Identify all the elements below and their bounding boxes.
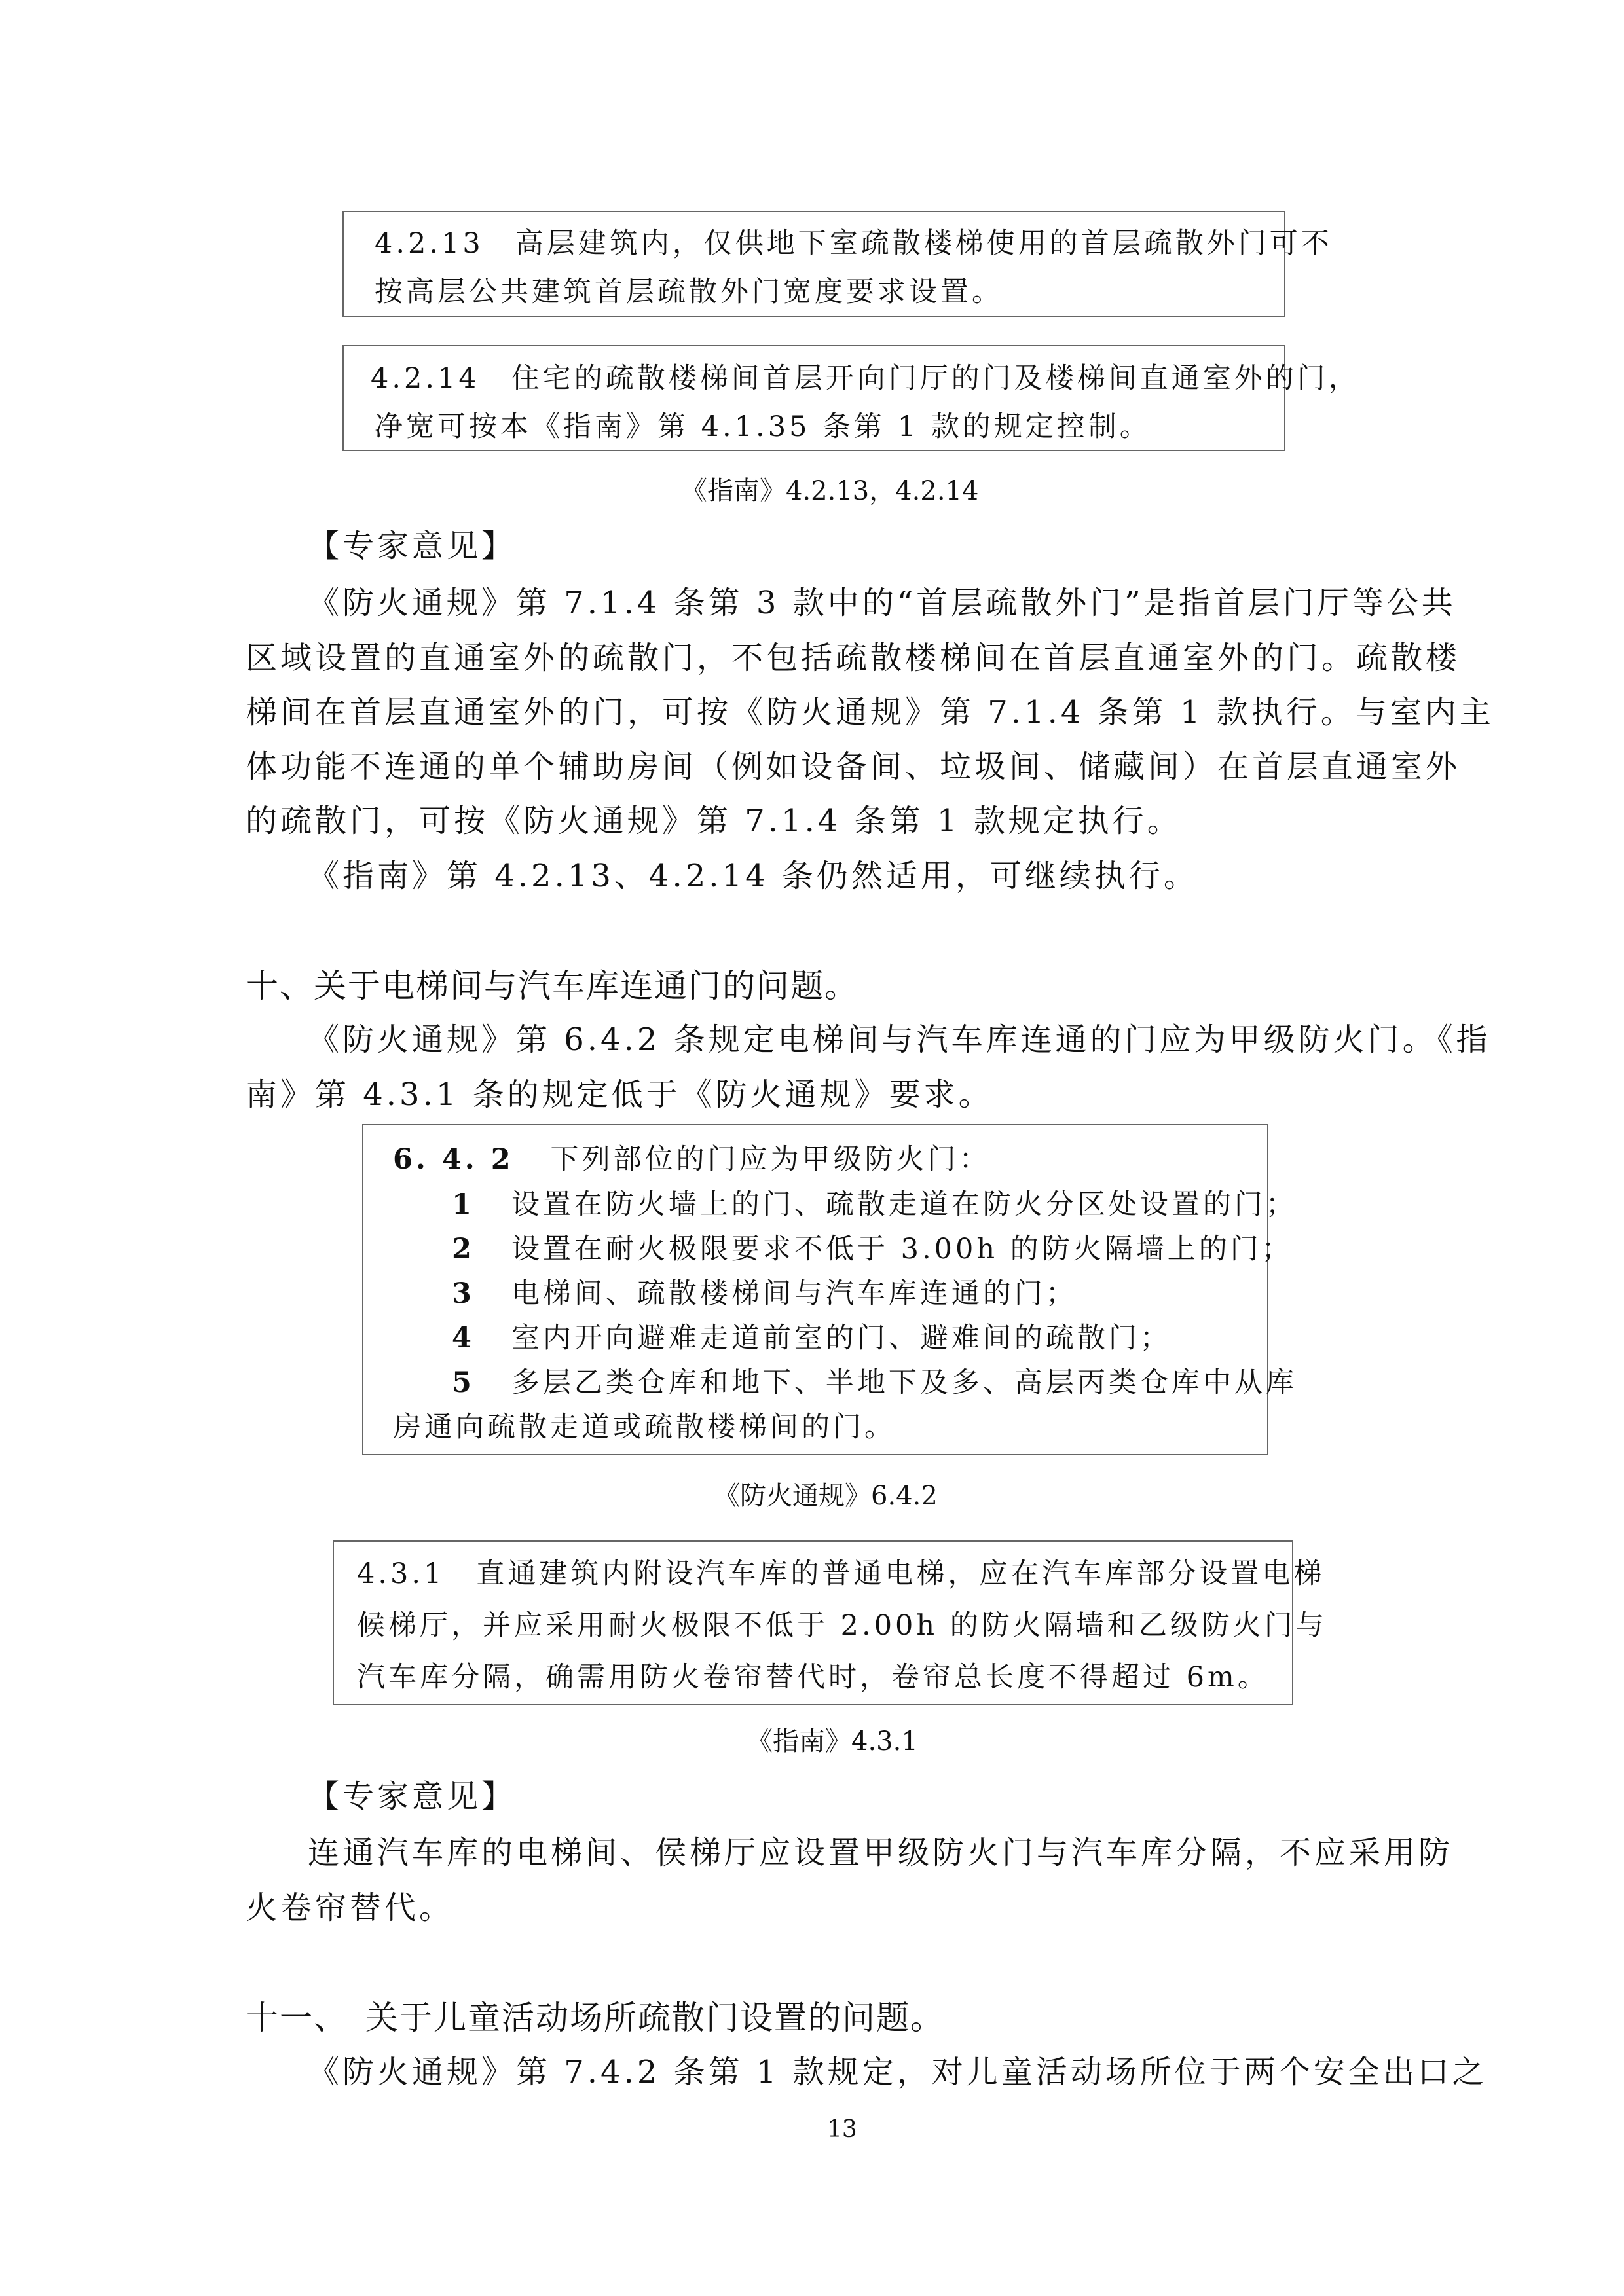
expert-2-line-2: 火卷帘替代。 [246, 1889, 454, 1926]
box-4213-line-1: 4.2.13 高层建筑内，仅供地下室疏散楼梯使用的首层疏散外门可不 [375, 227, 1333, 260]
box-642-item-3 [452, 1271, 1077, 1311]
expert-1-para2: 《指南》第 4.2.13、4.2.14 条仍然适用，可继续执行。 [308, 858, 1198, 894]
box-642-item-1-num: 1 [452, 1188, 475, 1221]
expert-2-line-1: 连通汽车库的电梯间、侯梯厅应设置甲级防火门与汽车库分隔，不应采用防 [308, 1834, 1454, 1871]
box-431-line-1: 4.3.1 直通建筑内附设汽车库的普通电梯，应在汽车库部分设置电梯 [357, 1558, 1325, 1590]
section-11-line-1: 《防火通规》第 7.4.2 条第 1 款规定，对儿童活动场所位于两个安全出口之 [308, 2054, 1487, 2090]
box-642-title [393, 1137, 991, 1177]
section-10-heading: 十、关于电梯间与汽车库连通门的问题。 [246, 967, 858, 1005]
box-642-item-3-num: 3 [452, 1277, 475, 1310]
box-642-title-text: 下列部位的门应为甲级防火门： [550, 1143, 991, 1176]
expert-1-para1-line-4: 体功能不连通的单个辅助房间（例如设备间、垃圾间、储藏间）在首层直通室外 [246, 748, 1461, 785]
section-10-line-2: 南》第 4.3.1 条的规定低于《防火通规》要求。 [246, 1076, 993, 1113]
page-number: 13 [827, 2116, 857, 2143]
box-642-item-5-text: 多层乙类仓库和地下、半地下及多、高层丙类仓库中从库 [511, 1366, 1297, 1399]
box-431-line-3: 汽车库分隔，确需用防火卷帘替代时，卷帘总长度不得超过 6m。 [357, 1661, 1269, 1694]
expert-1-para1-line-2: 区域设置的直通室外的疏散门，不包括疏散楼梯间在首层直通室外的门。疏散楼 [246, 640, 1461, 676]
caption-guide-4-3-1: 《指南》4.3.1 [747, 1726, 918, 1757]
box-642-item-2-text: 设置在耐火极限要求不低于 3.00h 的防火隔墙上的门； [511, 1233, 1293, 1266]
box-642-item-4-num: 4 [452, 1322, 475, 1355]
section-10-line-1: 《防火通规》第 6.4.2 条规定电梯间与汽车库连通的门应为甲级防火门。《指 [308, 1021, 1491, 1058]
expert-1-para1-line-5: 的疏散门，可按《防火通规》第 7.1.4 条第 1 款规定执行。 [246, 803, 1182, 839]
box-431-line-2: 候梯厅，并应采用耐火极限不低于 2.00h 的防火隔墙和乙级防火门与 [357, 1609, 1327, 1642]
box-4213-line-2: 按高层公共建筑首层疏散外门宽度要求设置。 [375, 276, 1003, 308]
caption-code-6-4-2: 《防火通规》6.4.2 [714, 1481, 938, 1511]
box-642-item-5 [452, 1360, 1297, 1400]
box-642-item-1 [452, 1182, 1297, 1222]
expert-1-para1-line-3: 梯间在首层直通室外的门，可按《防火通规》第 7.1.4 条第 1 款执行。与室内主 [246, 694, 1494, 731]
box-4214-line-1: 4.2.14 住宅的疏散楼梯间首层开向门厅的门及楼梯间直通室外的门， [371, 362, 1360, 395]
box-642-item-5-cont: 房通向疏散走道或疏散楼梯间的门。 [393, 1411, 896, 1444]
box-642-item-3-text: 电梯间、疏散楼梯间与汽车库连通的门； [511, 1277, 1077, 1310]
expert-1-para1-line-1: 《防火通规》第 7.1.4 条第 3 款中的“首层疏散外门”是指首层门厅等公共 [308, 585, 1456, 621]
box-642-item-4 [452, 1316, 1172, 1356]
box-642-item-4-text: 室内开向避难走道前室的门、避难间的疏散门； [511, 1322, 1172, 1355]
box-642-item-5-num: 5 [452, 1366, 475, 1399]
expert-opinion-label: 【专家意见】 [308, 528, 517, 564]
expert-opinion-label-2: 【专家意见】 [308, 1778, 517, 1815]
section-11-heading: 十一、 关于儿童活动场所疏散门设置的问题。 [246, 1999, 944, 2037]
box-642-title-num: 6. 4. 2 [393, 1143, 514, 1176]
box-642-item-2-num: 2 [452, 1233, 475, 1266]
box-642-item-2 [452, 1227, 1293, 1267]
caption-guide-4-2-13-4-2-14: 《指南》4.2.13，4.2.14 [681, 476, 979, 506]
box-642-item-1-text: 设置在防火墙上的门、疏散走道在防火分区处设置的门； [511, 1188, 1297, 1221]
box-4214-line-2: 净宽可按本《指南》第 4.1.35 条第 1 款的规定控制。 [375, 410, 1151, 443]
